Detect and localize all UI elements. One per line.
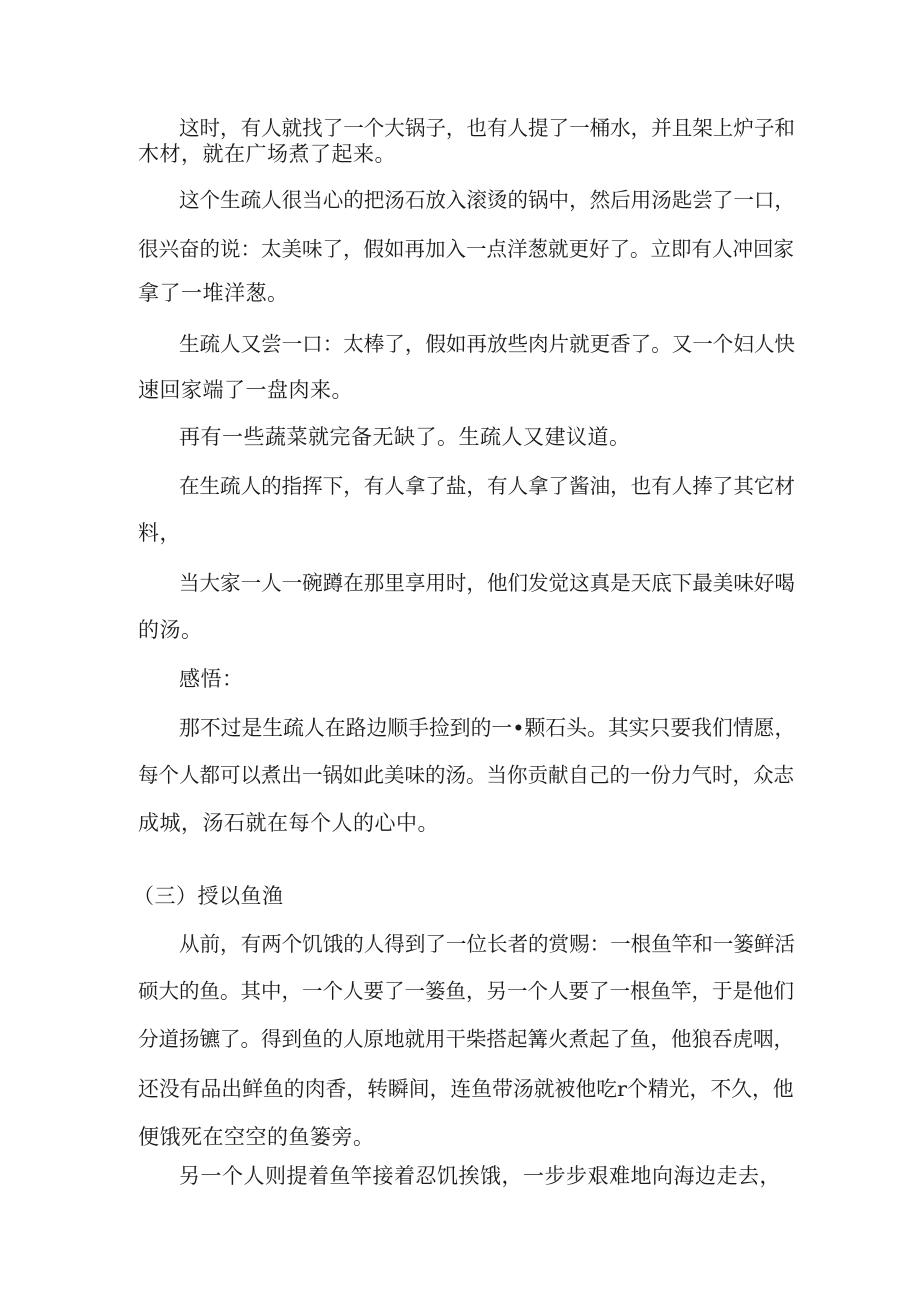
paragraph-line: 还没有品出鲜鱼的肉香，转瞬间，连鱼带汤就被他吃r个精光，不久，他 [138, 1077, 794, 1101]
section-heading: （三）授以鱼渔 [133, 884, 284, 908]
paragraph-line: 另一个人则提着鱼竿接着忍饥挨饿，一步步艰难地向海边走去， [179, 1164, 781, 1188]
paragraph-line: 成城，汤石就在每个人的心中。 [138, 811, 439, 835]
paragraph-line: 每个人都可以煮出一锅如此美味的汤。当你贡献自己的一份力气时，众志 [138, 763, 794, 787]
paragraph-line: 料， [138, 521, 181, 545]
paragraph-line: 这个生疏人很当心的把汤石放入滚烫的锅中，然后用汤匙尝了一口， [179, 188, 795, 212]
section-label: 感悟： [179, 667, 244, 691]
paragraph-line: 速回家端了一盘肉来。 [138, 378, 353, 402]
paragraph-line: 那不过是生疏人在路边顺手捡到的一•颗石头。其实只要我们情愿， [179, 716, 796, 740]
paragraph-line: 当大家一人一碗蹲在那里享用时，他们发觉这真是天底下最美味好喝 [179, 571, 795, 595]
paragraph-line: 木材，就在广场煮了起来。 [138, 142, 396, 166]
paragraph-line: 分道扬镳了。得到鱼的人原地就用干柴搭起篝火煮起了鱼，他狼吞虎咽， [138, 1027, 794, 1051]
paragraph-line: 这时，有人就找了一个大锅子，也有人提了一桶水，并且架上炉子和 [179, 116, 795, 140]
paragraph-line: 拿了一堆洋葱。 [138, 281, 289, 305]
paragraph-line: 再有一些蔬菜就完备无缺了。生疏人又建议道。 [179, 425, 631, 449]
paragraph-line: 硕大的鱼。其中，一个人要了一篓鱼，另一个人要了一根鱼竿，于是他们 [138, 979, 794, 1003]
paragraph-line: 生疏人又尝一口：太棒了，假如再放些肉片就更香了。又一个妇人快 [179, 332, 795, 356]
paragraph-line: 的汤。 [138, 618, 203, 642]
paragraph-line: 便饿死在空空的鱼篓旁。 [138, 1125, 375, 1149]
paragraph-line: 在生疏人的指挥下，有人拿了盐，有人拿了酱油，也有人捧了其它材 [179, 474, 795, 498]
paragraph-line: 从前，有两个饥饿的人得到了一位长者的赏赐：一根鱼竿和一篓鲜活 [179, 932, 795, 956]
paragraph-line: 很兴奋的说：太美味了，假如再加入一点洋葱就更好了。立即有人冲回家 [138, 237, 794, 261]
